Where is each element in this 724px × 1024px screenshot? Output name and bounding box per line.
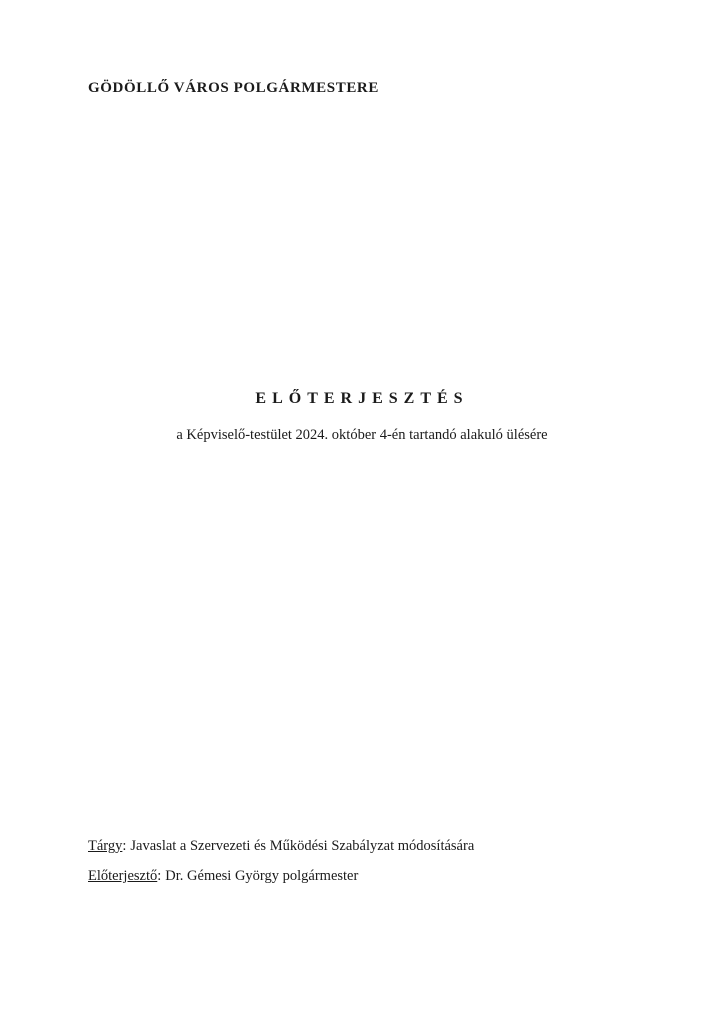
document-subtitle: a Képviselő-testület 2024. október 4-én tartandó alakuló ülésére bbox=[176, 427, 548, 443]
document-footer bbox=[88, 838, 474, 898]
subject-colon: : bbox=[122, 838, 127, 854]
subject-value: Javaslat a Szervezeti és Működési Szabályzat módosítására bbox=[130, 838, 475, 854]
subject-label: Tárgy bbox=[88, 838, 123, 854]
presenter-label: Előterjesztő bbox=[88, 868, 158, 884]
presenter-colon: : bbox=[157, 868, 162, 884]
letterhead-title: GÖDÖLLŐ VÁROS POLGÁRMESTERE bbox=[88, 80, 379, 96]
presenter-value: Dr. Gémesi György polgármester bbox=[165, 868, 359, 884]
document-title: ELŐTERJESZTÉS bbox=[255, 390, 469, 407]
subject-line bbox=[88, 838, 474, 855]
presenter-line bbox=[88, 868, 474, 885]
